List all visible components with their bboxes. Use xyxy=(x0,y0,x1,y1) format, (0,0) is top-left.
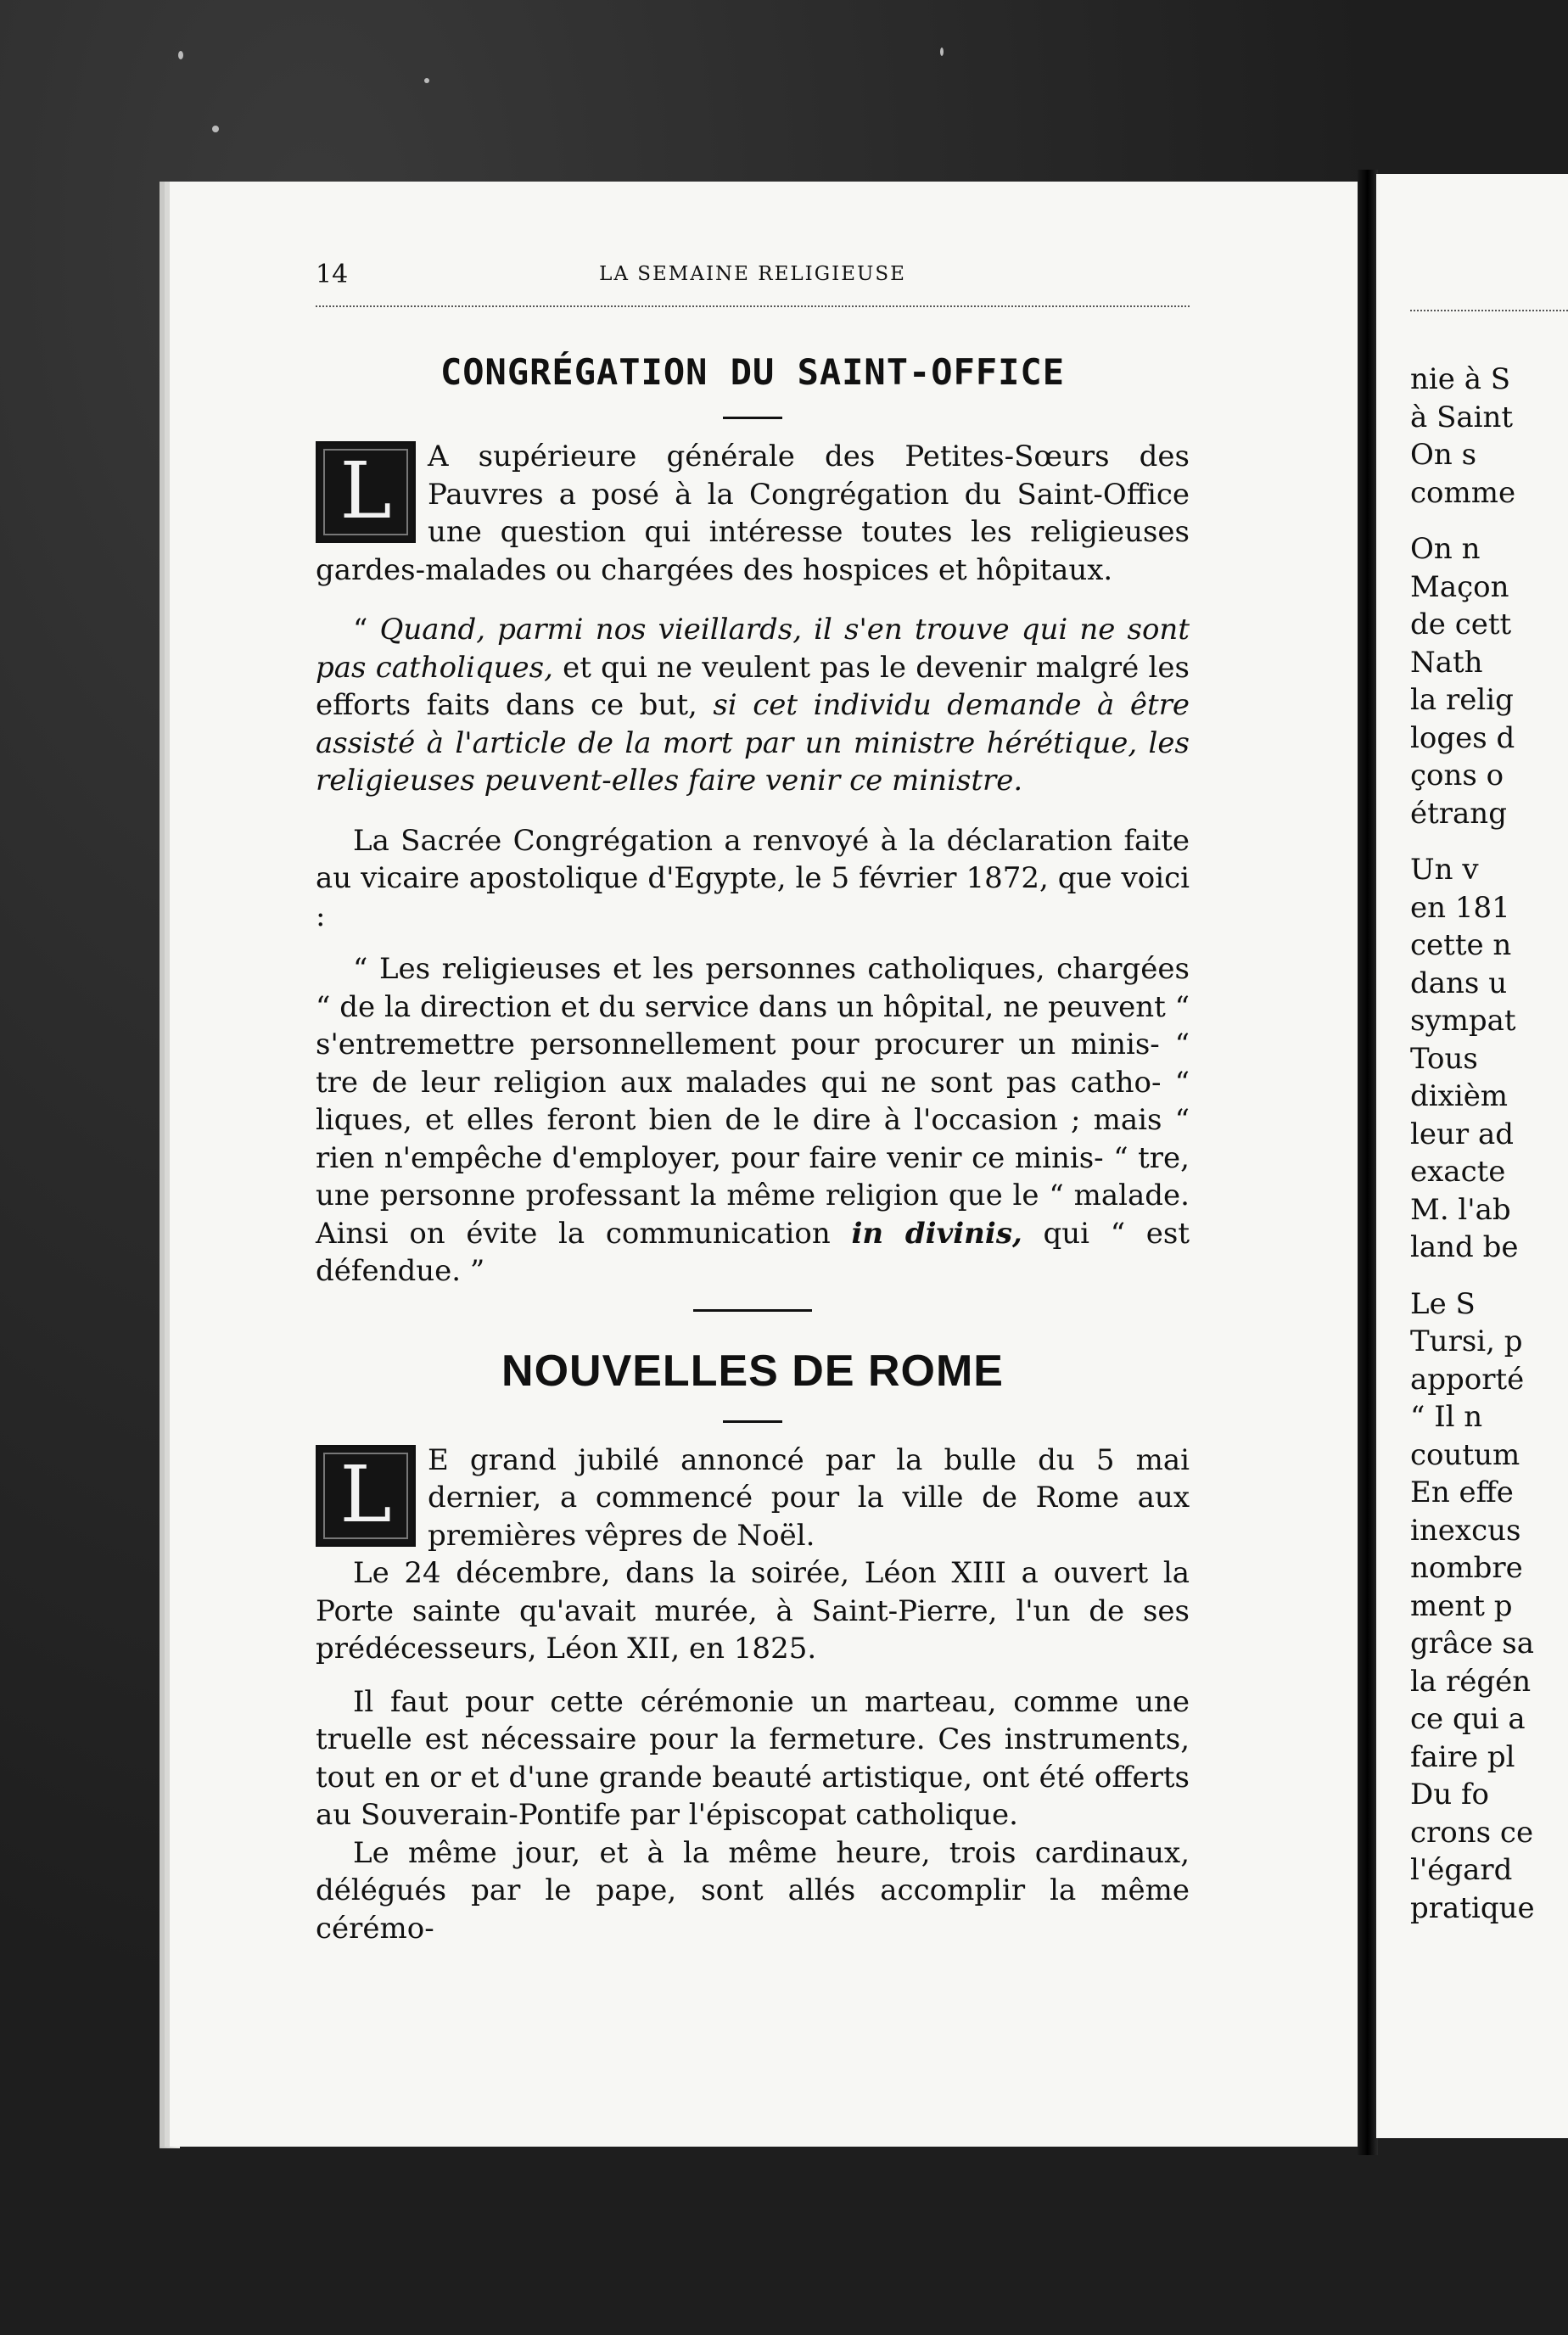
facing-line: pratique xyxy=(1410,1890,1535,1925)
facing-line: comme xyxy=(1410,475,1516,510)
facing-line: nie à S xyxy=(1410,362,1511,396)
facing-line: l'égard xyxy=(1410,1853,1513,1887)
dust-speck xyxy=(212,126,219,132)
declaration-paragraph xyxy=(316,950,1190,1291)
dropcap-initial: L xyxy=(316,1445,416,1547)
facing-line: M. l'ab xyxy=(1410,1192,1511,1227)
facing-line: de cett xyxy=(1410,608,1512,641)
facing-line: ce qui a xyxy=(1410,1702,1526,1736)
facing-spacer xyxy=(1410,512,1568,530)
intro-paragraph xyxy=(316,438,1190,589)
facing-line: cette n xyxy=(1410,928,1512,962)
rome-paragraph-1 xyxy=(316,1442,1190,1555)
page-content xyxy=(316,260,1190,1947)
dust-speck xyxy=(940,48,944,56)
spacer xyxy=(316,1668,1190,1683)
facing-page xyxy=(1376,174,1568,2138)
facing-line: coutum xyxy=(1410,1437,1520,1472)
facing-line: “ Il n xyxy=(1410,1400,1483,1434)
running-title: LA SEMAINE RELIGIEUSE xyxy=(599,263,906,285)
facing-line: en 181 xyxy=(1410,890,1510,925)
declaration-text-2: qui “ est défendue. ” xyxy=(316,1216,1190,1288)
facing-line: Nath xyxy=(1410,645,1483,680)
facing-line: land be xyxy=(1410,1230,1519,1264)
facing-line: la relig xyxy=(1410,683,1514,717)
rome-paragraph-4: Le même jour, et à la même heure, trois cardinaux, délégués par le pape, sont allés accomplir la même cérémo- xyxy=(316,1835,1190,1946)
section-divider xyxy=(693,1309,812,1312)
dropcap-initial: L xyxy=(316,441,416,543)
facing-page-text xyxy=(1410,361,1568,1927)
header-rule xyxy=(316,305,1190,307)
facing-line: grâce sa xyxy=(1410,1627,1534,1660)
question-paragraph xyxy=(316,611,1190,800)
declaration-italic: in divinis, xyxy=(851,1216,1022,1251)
spacer xyxy=(316,935,1190,950)
facing-line: çons o xyxy=(1410,759,1504,792)
facing-line: Du fo xyxy=(1410,1778,1490,1811)
title-rule xyxy=(723,417,782,419)
facing-line: exacte xyxy=(1410,1155,1506,1189)
facing-line: à Saint xyxy=(1410,400,1514,434)
spacer xyxy=(316,800,1190,822)
running-head xyxy=(316,260,1190,302)
facing-line: Maçon xyxy=(1410,569,1509,604)
facing-line: Tursi, p xyxy=(1410,1324,1523,1358)
facing-line: étrang xyxy=(1410,796,1507,831)
facing-line: dixièm xyxy=(1410,1079,1509,1113)
intro-text: A supérieure générale des Petites-Sœurs des Pauvres a posé à la Congrégation du Saint-Office une question qui intéresse toutes les religieuses gardes-malades ou chargées des hospices et hôpitaux. xyxy=(316,440,1190,587)
facing-line: faire pl xyxy=(1410,1739,1515,1774)
facing-line: En effe xyxy=(1410,1475,1514,1509)
left-page xyxy=(170,182,1366,2147)
facing-line: Le S xyxy=(1410,1286,1476,1321)
facing-line: leur ad xyxy=(1410,1117,1514,1151)
declaration-quote xyxy=(316,950,1190,1291)
facing-header-rule xyxy=(1410,310,1568,311)
spacer xyxy=(316,589,1190,611)
facing-line: apporté xyxy=(1410,1362,1525,1397)
page-number: 14 xyxy=(316,260,349,289)
title-rule xyxy=(723,1420,782,1423)
facing-spacer xyxy=(1410,1267,1568,1285)
declaration-text-1: “ Les religieuses et les personnes catholiques, chargées “ de la direction et du service dans un hôpital, ne peuvent “ s'entremettre personnellement pour procurer un minis- “ tre de leur religion aux malades qui ne sont pas catho- “ liques, et elles feront bien de le dire à l'occasion ; mais “ rien n'empêche d'employer, pour faire venir ce minis- “ tre, une personne professant la même religion que le “ malade. Ainsi on évite la communication xyxy=(316,952,1190,1251)
facing-line: On n xyxy=(1410,532,1481,566)
question-italic-2: si cet individu demande à être assisté à l'article de la mort par un ministre hérétique, les religieuses peuvent-elles faire venir ce ministre. xyxy=(316,688,1190,798)
section-title-saint-office: CONGRÉGATION DU SAINT-OFFICE xyxy=(440,351,1065,393)
facing-line: Tous xyxy=(1410,1041,1478,1076)
rome-text-1: E grand jubilé annoncé par la bulle du 5 mai dernier, a commencé pour la ville de Rome aux premières vêpres de Noël. xyxy=(428,1442,1190,1553)
facing-line: On s xyxy=(1410,438,1477,472)
facing-line: crons ce xyxy=(1410,1815,1534,1850)
book-gutter xyxy=(1358,170,1378,2155)
rome-paragraph-2: Le 24 décembre, dans la soirée, Léon XIII a ouvert la Porte sainte qu'avait murée, à Saint-Pierre, l'un de ses prédécesseurs, Léon XII, en 1825. xyxy=(316,1556,1190,1666)
answer-paragraph: La Sacrée Congrégation a renvoyé à la déclaration faite au vicaire apostolique d'Egypte, le 5 février 1872, que voici : xyxy=(316,823,1190,933)
dust-speck xyxy=(178,51,183,59)
facing-line: ment p xyxy=(1410,1588,1513,1623)
facing-line: sympat xyxy=(1410,1004,1516,1038)
question-italic-1: Quand, parmi nos vieillards, il s'en trouve qui ne sont pas catholiques, xyxy=(316,613,1190,685)
facing-line: Un v xyxy=(1410,853,1479,887)
question-roman: et qui ne veulent pas le devenir malgré les efforts faits dans ce but, xyxy=(316,650,1190,722)
dust-speck xyxy=(424,78,429,83)
quote-open: “ xyxy=(353,613,380,647)
section-title-rome: NOUVELLES DE ROME xyxy=(501,1346,1004,1396)
facing-line: loges d xyxy=(1410,720,1515,755)
facing-line: nombre xyxy=(1410,1551,1523,1585)
facing-line: inexcus xyxy=(1410,1513,1521,1548)
rome-paragraph-3: Il faut pour cette cérémonie un marteau, comme une truelle est nécessaire pour la fermeture. Ces instruments, tout en or et d'une grande beauté artistique, ont été offerts au Souverain-Pontife par l'épiscopat catholique. xyxy=(316,1684,1190,1832)
facing-line: dans u xyxy=(1410,966,1508,1000)
facing-spacer xyxy=(1410,832,1568,851)
facing-line: la régén xyxy=(1410,1664,1532,1699)
